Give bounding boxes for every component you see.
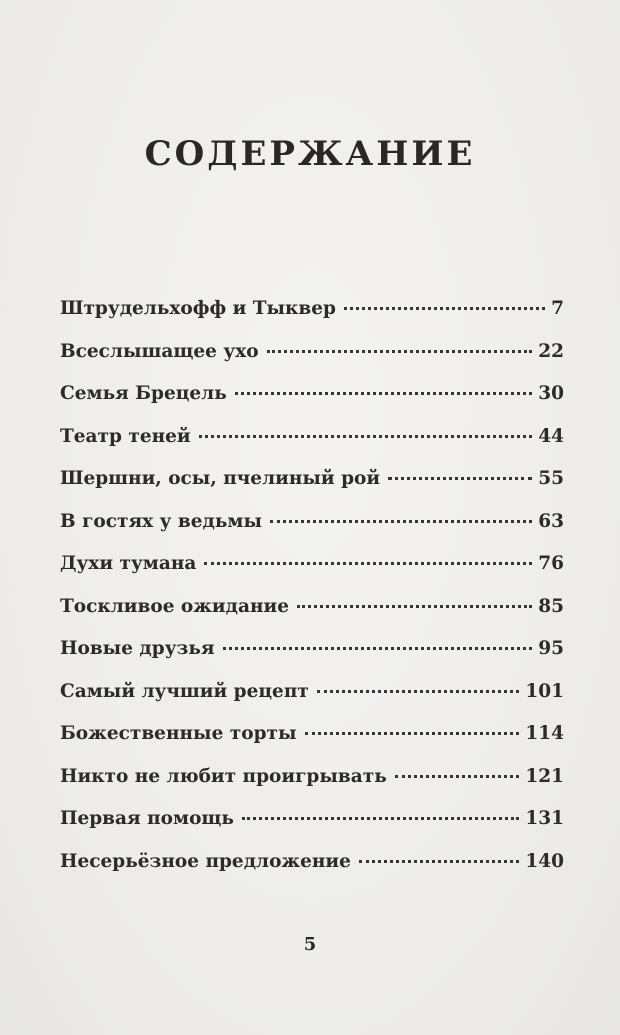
dot-leader	[199, 435, 533, 438]
toc-entry	[60, 341, 564, 384]
toc-entry-page: 55	[538, 468, 564, 489]
toc-entry-title: Тоскливое ожидание	[60, 595, 289, 617]
toc-entry-page: 44	[538, 425, 564, 447]
toc-entry-page: 63	[538, 510, 564, 532]
toc-entry	[60, 723, 564, 766]
toc-entry-title: Шершни, осы, пчелиный рой	[60, 468, 381, 489]
toc-entry	[60, 596, 564, 639]
dot-leader	[297, 605, 532, 608]
toc-entry	[60, 468, 564, 511]
toc-entry	[60, 681, 564, 724]
dot-leader	[395, 775, 520, 778]
toc-entry-title: Штрудельхофф и Тыквер	[60, 298, 336, 319]
table-of-contents	[60, 298, 564, 893]
toc-entry	[60, 851, 564, 894]
toc-entry-title: Духи тумана	[60, 553, 197, 574]
toc-entry-title: Несерьёзное предложение	[60, 850, 351, 872]
toc-entry	[60, 808, 564, 851]
dot-leader	[204, 562, 532, 565]
dot-leader	[388, 477, 532, 480]
toc-entry	[60, 426, 564, 469]
toc-entry-page: 95	[538, 638, 564, 659]
toc-entry-title: Всеслышащее ухо	[60, 340, 259, 362]
dot-leader	[242, 817, 519, 820]
toc-entry	[60, 298, 564, 341]
toc-entry-title: Семья Брецель	[60, 383, 227, 404]
toc-entry-title: Театр теней	[60, 425, 191, 447]
toc-entry	[60, 553, 564, 596]
toc-entry	[60, 511, 564, 554]
dot-leader	[317, 690, 520, 693]
dot-leader	[359, 860, 519, 863]
page-title: СОДЕРЖАНИЕ	[144, 134, 476, 174]
toc-entry-page: 22	[538, 340, 564, 362]
toc-entry-page: 114	[525, 723, 564, 744]
page-number: 5	[303, 934, 317, 955]
toc-entry-title: В гостях у ведьмы	[60, 510, 263, 532]
toc-entry-page: 101	[525, 680, 564, 702]
dot-leader	[344, 307, 545, 310]
dot-leader	[305, 732, 520, 735]
toc-entry-title: Новые друзья	[60, 638, 215, 659]
dot-leader	[267, 350, 533, 353]
toc-entry	[60, 383, 564, 426]
dot-leader	[223, 647, 533, 650]
toc-entry-page: 7	[551, 298, 564, 319]
toc-entry-page: 76	[538, 553, 564, 574]
toc-entry-title: Никто не любит проигрывать	[60, 765, 387, 787]
toc-entry-page: 131	[525, 808, 564, 829]
toc-entry-page: 121	[525, 765, 564, 787]
toc-entry-title: Божественные торты	[60, 723, 297, 744]
toc-entry-page: 140	[525, 850, 564, 872]
toc-entry-title: Самый лучший рецепт	[60, 680, 309, 702]
dot-leader	[235, 392, 532, 395]
dot-leader	[270, 520, 532, 523]
toc-entry-page: 30	[538, 383, 564, 404]
toc-entry	[60, 638, 564, 681]
toc-entry-page: 85	[538, 595, 564, 617]
toc-entry-title: Первая помощь	[60, 808, 234, 829]
toc-entry	[60, 766, 564, 809]
